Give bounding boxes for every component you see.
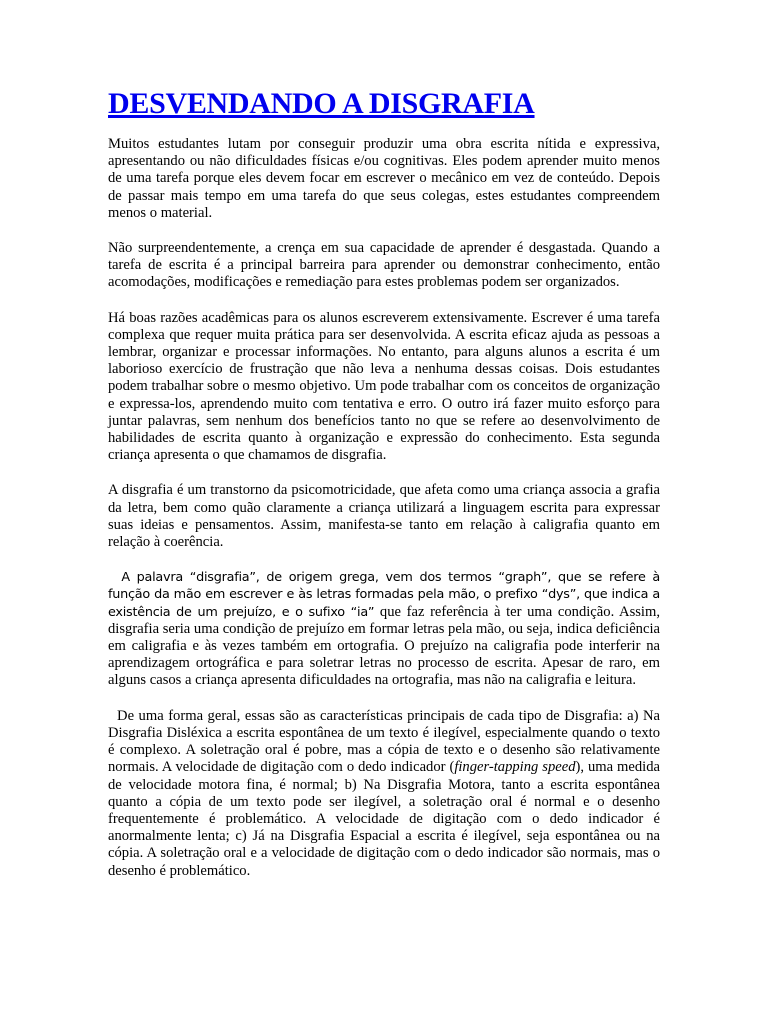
- paragraph-5-handwritten-part: A palavra “disgrafia”, de origem grega, vem dos termos “graph”, que se refere à função da mão em escrever e às letras formadas pela mão, o prefixo “dys”, que indica a existência de um prejuízo, e o sufixo “ia”: [108, 570, 660, 620]
- paragraph-6-text-end: ), uma medida de velocidade motora fina, é normal; b) Na Disgrafia Motora, tanto a escrita espontânea quanto a cópia de um texto pode ser ilegível, a soletração oral é normal e o desenho frequentemente é problemático. A velocidade de digitação com o dedo indicador é anormalmente lenta; c) Já na Disgrafia Espacial a escrita é ilegível, seja espontânea ou na cópia. A soletração oral e a velocidade de digitação com o dedo indicador são normais, mas o desenho é problemático.: [108, 759, 660, 879]
- paragraph-6: [108, 708, 660, 880]
- paragraph-4: A disgrafia é um transtorno da psicomotricidade, que afeta como uma criança associa a grafia da letra, bem como quão claramente a criança utilizará a linguagem escrita para expressar suas ideias e pensamentos. Assim, manifesta-se tanto em relação à caligrafia quanto em relação à coerência.: [108, 482, 660, 551]
- paragraph-1: Muitos estudantes lutam por conseguir produzir uma obra escrita nítida e expressiva, apresentando ou não dificuldades físicas e/ou cognitivas. Eles podem aprender muito menos de uma tarefa porque eles devem focar em escrever o mecânico em vez de conteúdo. Depois de passar mais tempo em uma tarefa do que seus colegas, estes estudantes compreendem menos o material.: [108, 136, 660, 221]
- paragraph-2: Não surpreendentemente, a crença em sua capacidade de aprender é desgastada. Quando a tarefa de escrita é a principal barreira para aprender ou demonstrar conhecimento, então acomodações, modificações e remediação para estes problemas podem ser organizados.: [108, 240, 660, 291]
- paragraph-indent: [108, 708, 117, 724]
- paragraph-5: [108, 569, 660, 689]
- paragraph-6-italic-term: finger-tapping speed: [454, 759, 576, 776]
- paragraph-5-text: que faz referência à ter uma condição. Assim, disgrafia seria uma condição de prejuízo em formar letras pela mão, ou seja, indica deficiência em caligrafia e às vezes também em ortografia. O prejuízo na caligrafia pode interferir na aprendizagem ortográfica e para soletrar letras no processo de escrita. Apesar de raro, em alguns casos a criança apresenta dificuldades na ortografia, mas não na caligrafia e leitura.: [108, 603, 660, 689]
- paragraph-6-text-start: De uma forma geral, essas são as características principais de cada tipo de Disgrafia: a) Na Disgrafia Disléxica a escrita espontânea de um texto é ilegível, especialmente quando o texto é complexo. A soletração oral é pobre, mas a cópia de texto e o desenho são relativamente normais. A velocidade de digitação com o dedo indicador (: [108, 707, 660, 776]
- paragraph-3: Há boas razões acadêmicas para os alunos escreverem extensivamente. Escrever é uma tarefa complexa que requer muita prática para ser desenvolvida. A escrita eficaz ajuda as pessoas a lembrar, organizar e processar informações. No entanto, para alguns alunos a escrita é um laborioso exercício de frustração que não leva a nenhuma dessas coisas. Dois estudantes podem trabalhar sobre o mesmo objetivo. Um pode trabalhar com os conceitos de organização e expressa-los, aprendendo muito com tentativa e erro. O outro irá fazer muito esforço para juntar palavras, sem nenhum dos benefícios tanto no que se refere ao desenvolvimento de habilidades de escrita quanto à organização e expressão do conhecimento. Esta segunda criança apresenta o que chamamos de disgrafia.: [108, 309, 660, 464]
- document-title[interactable]: DESVENDANDO A DISGRAFIA: [108, 87, 535, 120]
- paragraph-indent: [108, 569, 121, 585]
